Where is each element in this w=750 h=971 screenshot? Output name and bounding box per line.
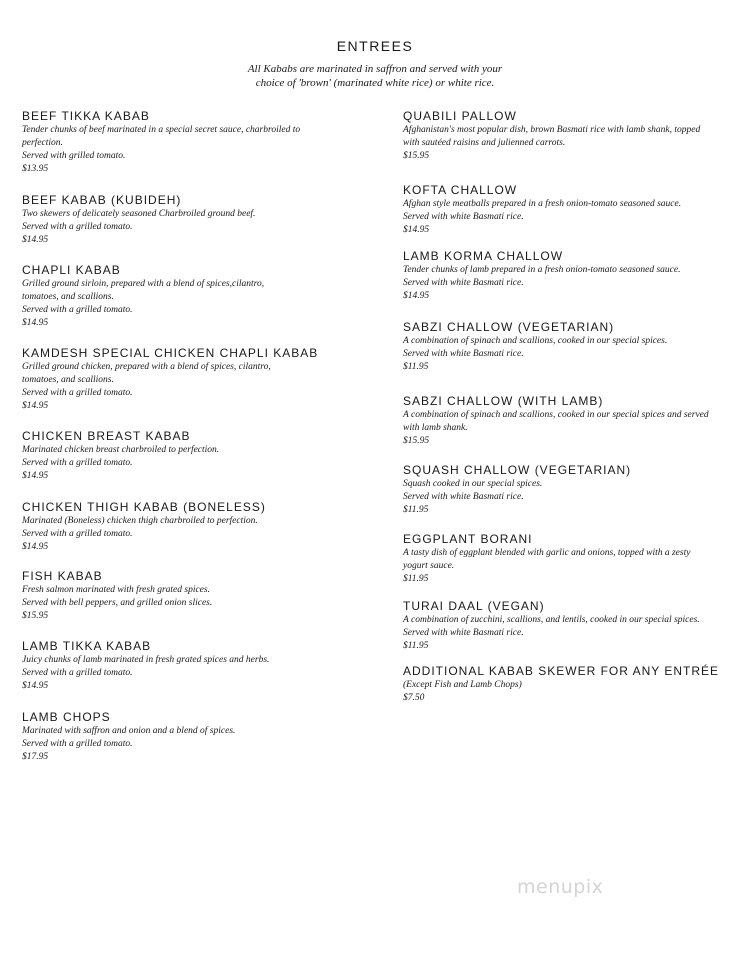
menu-item xyxy=(403,319,733,374)
menu-item xyxy=(22,345,352,413)
item-description: Squash cooked in our special spices. Served with white Basmati rice. xyxy=(403,479,543,502)
item-name: CHICKEN BREAST KABAB xyxy=(22,429,191,443)
item-description: Tender chunks of beef marinated in a special secret sauce, charbroiled to perfection. Served with grilled tomato. xyxy=(22,125,301,161)
item-price: $15.95 xyxy=(403,151,430,161)
item-name: QUABILI PALLOW xyxy=(403,109,517,123)
menu-item xyxy=(22,428,352,483)
item-name: CHICKEN THIGH KABAB (BONELESS) xyxy=(22,500,266,514)
menu-item xyxy=(22,108,352,176)
item-description: Grilled ground chicken, prepared with a blend of spices, cilantro, tomatoes, and scallions. Served with a grilled tomato. xyxy=(22,362,271,398)
item-description: A combination of zucchini, scallions, and lentils, cooked in our special spices. Served with white Basmati rice. xyxy=(403,615,700,638)
menu-item xyxy=(403,108,733,163)
menu-item xyxy=(403,663,733,705)
item-description: Grilled ground sirloin, prepared with a blend of spices,cilantro, tomatoes, and scallions. Served with a grilled tomato. xyxy=(22,279,265,315)
item-description: A combination of spinach and scallions, cooked in our special spices and served with lamb shank. xyxy=(403,410,709,433)
item-price: $15.95 xyxy=(22,611,49,621)
menu-item xyxy=(403,248,733,303)
item-name: BEEF KABAB (KUBIDEH) xyxy=(22,193,182,207)
item-description: Afghan style meatballs prepared in a fresh onion-tomato seasoned sauce. Served with white Basmati rice. xyxy=(403,199,682,222)
item-description: Marinated with saffron and onion and a blend of spices. Served with a grilled tomato. xyxy=(22,726,236,749)
menu-item xyxy=(22,499,352,554)
item-description: Fresh salmon marinated with fresh grated spices. Served with bell peppers, and grilled onion slices. xyxy=(22,585,213,608)
item-price: $14.95 xyxy=(22,681,49,691)
item-description: Tender chunks of lamb prepared in a fresh onion-tomato seasoned sauce. Served with white Basmati rice. xyxy=(403,265,681,288)
menu-item xyxy=(22,192,352,247)
item-description: Marinated (Boneless) chicken thigh charbroiled to perfection. Served with a grilled tomato. xyxy=(22,516,258,539)
item-price: $14.95 xyxy=(22,318,49,328)
item-name: SABZI CHALLOW (VEGETARIAN) xyxy=(403,320,615,334)
menu-item xyxy=(22,568,352,623)
item-description: A tasty dish of eggplant blended with garlic and onions, topped with a zesty yogurt sauce. xyxy=(403,548,691,571)
section-title: ENTREES xyxy=(336,38,414,54)
item-description: A combination of spinach and scallions, cooked in our special spices. Served with white Basmati rice. xyxy=(403,336,668,359)
item-name: SQUASH CHALLOW (VEGETARIAN) xyxy=(403,463,632,477)
item-name: LAMB TIKKA KABAB xyxy=(22,639,152,653)
item-name: BEEF TIKKA KABAB xyxy=(22,109,150,123)
menu-item xyxy=(403,182,733,237)
item-price: $14.95 xyxy=(22,235,49,245)
item-name: SABZI CHALLOW (WITH LAMB) xyxy=(403,394,604,408)
item-price: $7.50 xyxy=(403,693,425,703)
item-price: $11.95 xyxy=(403,641,429,651)
menu-item xyxy=(403,462,733,517)
item-price: $11.95 xyxy=(403,574,429,584)
item-name: EGGPLANT BORANI xyxy=(403,532,533,546)
item-description: Afghanistan's most popular dish, brown Basmati rice with lamb shank, topped with sautéed raisins and julienned carrots. xyxy=(403,125,701,148)
subtitle-line-2: choice of 'brown' (marinated white rice) or white rice. xyxy=(255,77,495,89)
menu-item xyxy=(403,598,733,653)
item-price: $14.95 xyxy=(22,471,49,481)
item-price: $11.95 xyxy=(403,362,429,372)
item-price: $14.95 xyxy=(403,291,430,301)
item-price: $14.95 xyxy=(22,542,49,552)
menu-item xyxy=(22,262,352,330)
item-price: $15.95 xyxy=(403,436,430,446)
item-price: $14.95 xyxy=(22,401,49,411)
menu-item xyxy=(22,638,352,693)
item-description: Marinated chicken breast charbroiled to perfection. Served with a grilled tomato. xyxy=(22,445,220,468)
item-price: $14.95 xyxy=(403,225,430,235)
section-subtitle xyxy=(175,62,575,90)
item-name: LAMB KORMA CHALLOW xyxy=(403,249,564,263)
item-name: KOFTA CHALLOW xyxy=(403,183,518,197)
item-name: ADDITIONAL KABAB SKEWER FOR ANY ENTRÉE xyxy=(403,664,720,678)
item-description: Juicy chunks of lamb marinated in fresh grated spices and herbs. Served with a grilled tomato. xyxy=(22,655,270,678)
item-name: LAMB CHOPS xyxy=(22,710,111,724)
subtitle-line-1: All Kababs are marinated in saffron and served with your xyxy=(247,63,503,75)
item-name: KAMDESH SPECIAL CHICKEN CHAPLI KABAB xyxy=(22,346,319,360)
menu-item xyxy=(403,531,733,586)
watermark-logo: menupix xyxy=(517,876,604,898)
item-name: CHAPLI KABAB xyxy=(22,263,121,277)
menu-item xyxy=(22,709,352,764)
item-description: Two skewers of delicately seasoned Charbroiled ground beef. Served with a grilled tomato. xyxy=(22,209,256,232)
menu-item xyxy=(403,393,733,448)
item-description: (Except Fish and Lamb Chops) xyxy=(403,680,522,690)
item-price: $17.95 xyxy=(22,752,49,762)
item-name: FISH KABAB xyxy=(22,569,103,583)
item-price: $11.95 xyxy=(403,505,429,515)
item-name: TURAI DAAL (VEGAN) xyxy=(403,599,545,613)
item-price: $13.95 xyxy=(22,164,49,174)
